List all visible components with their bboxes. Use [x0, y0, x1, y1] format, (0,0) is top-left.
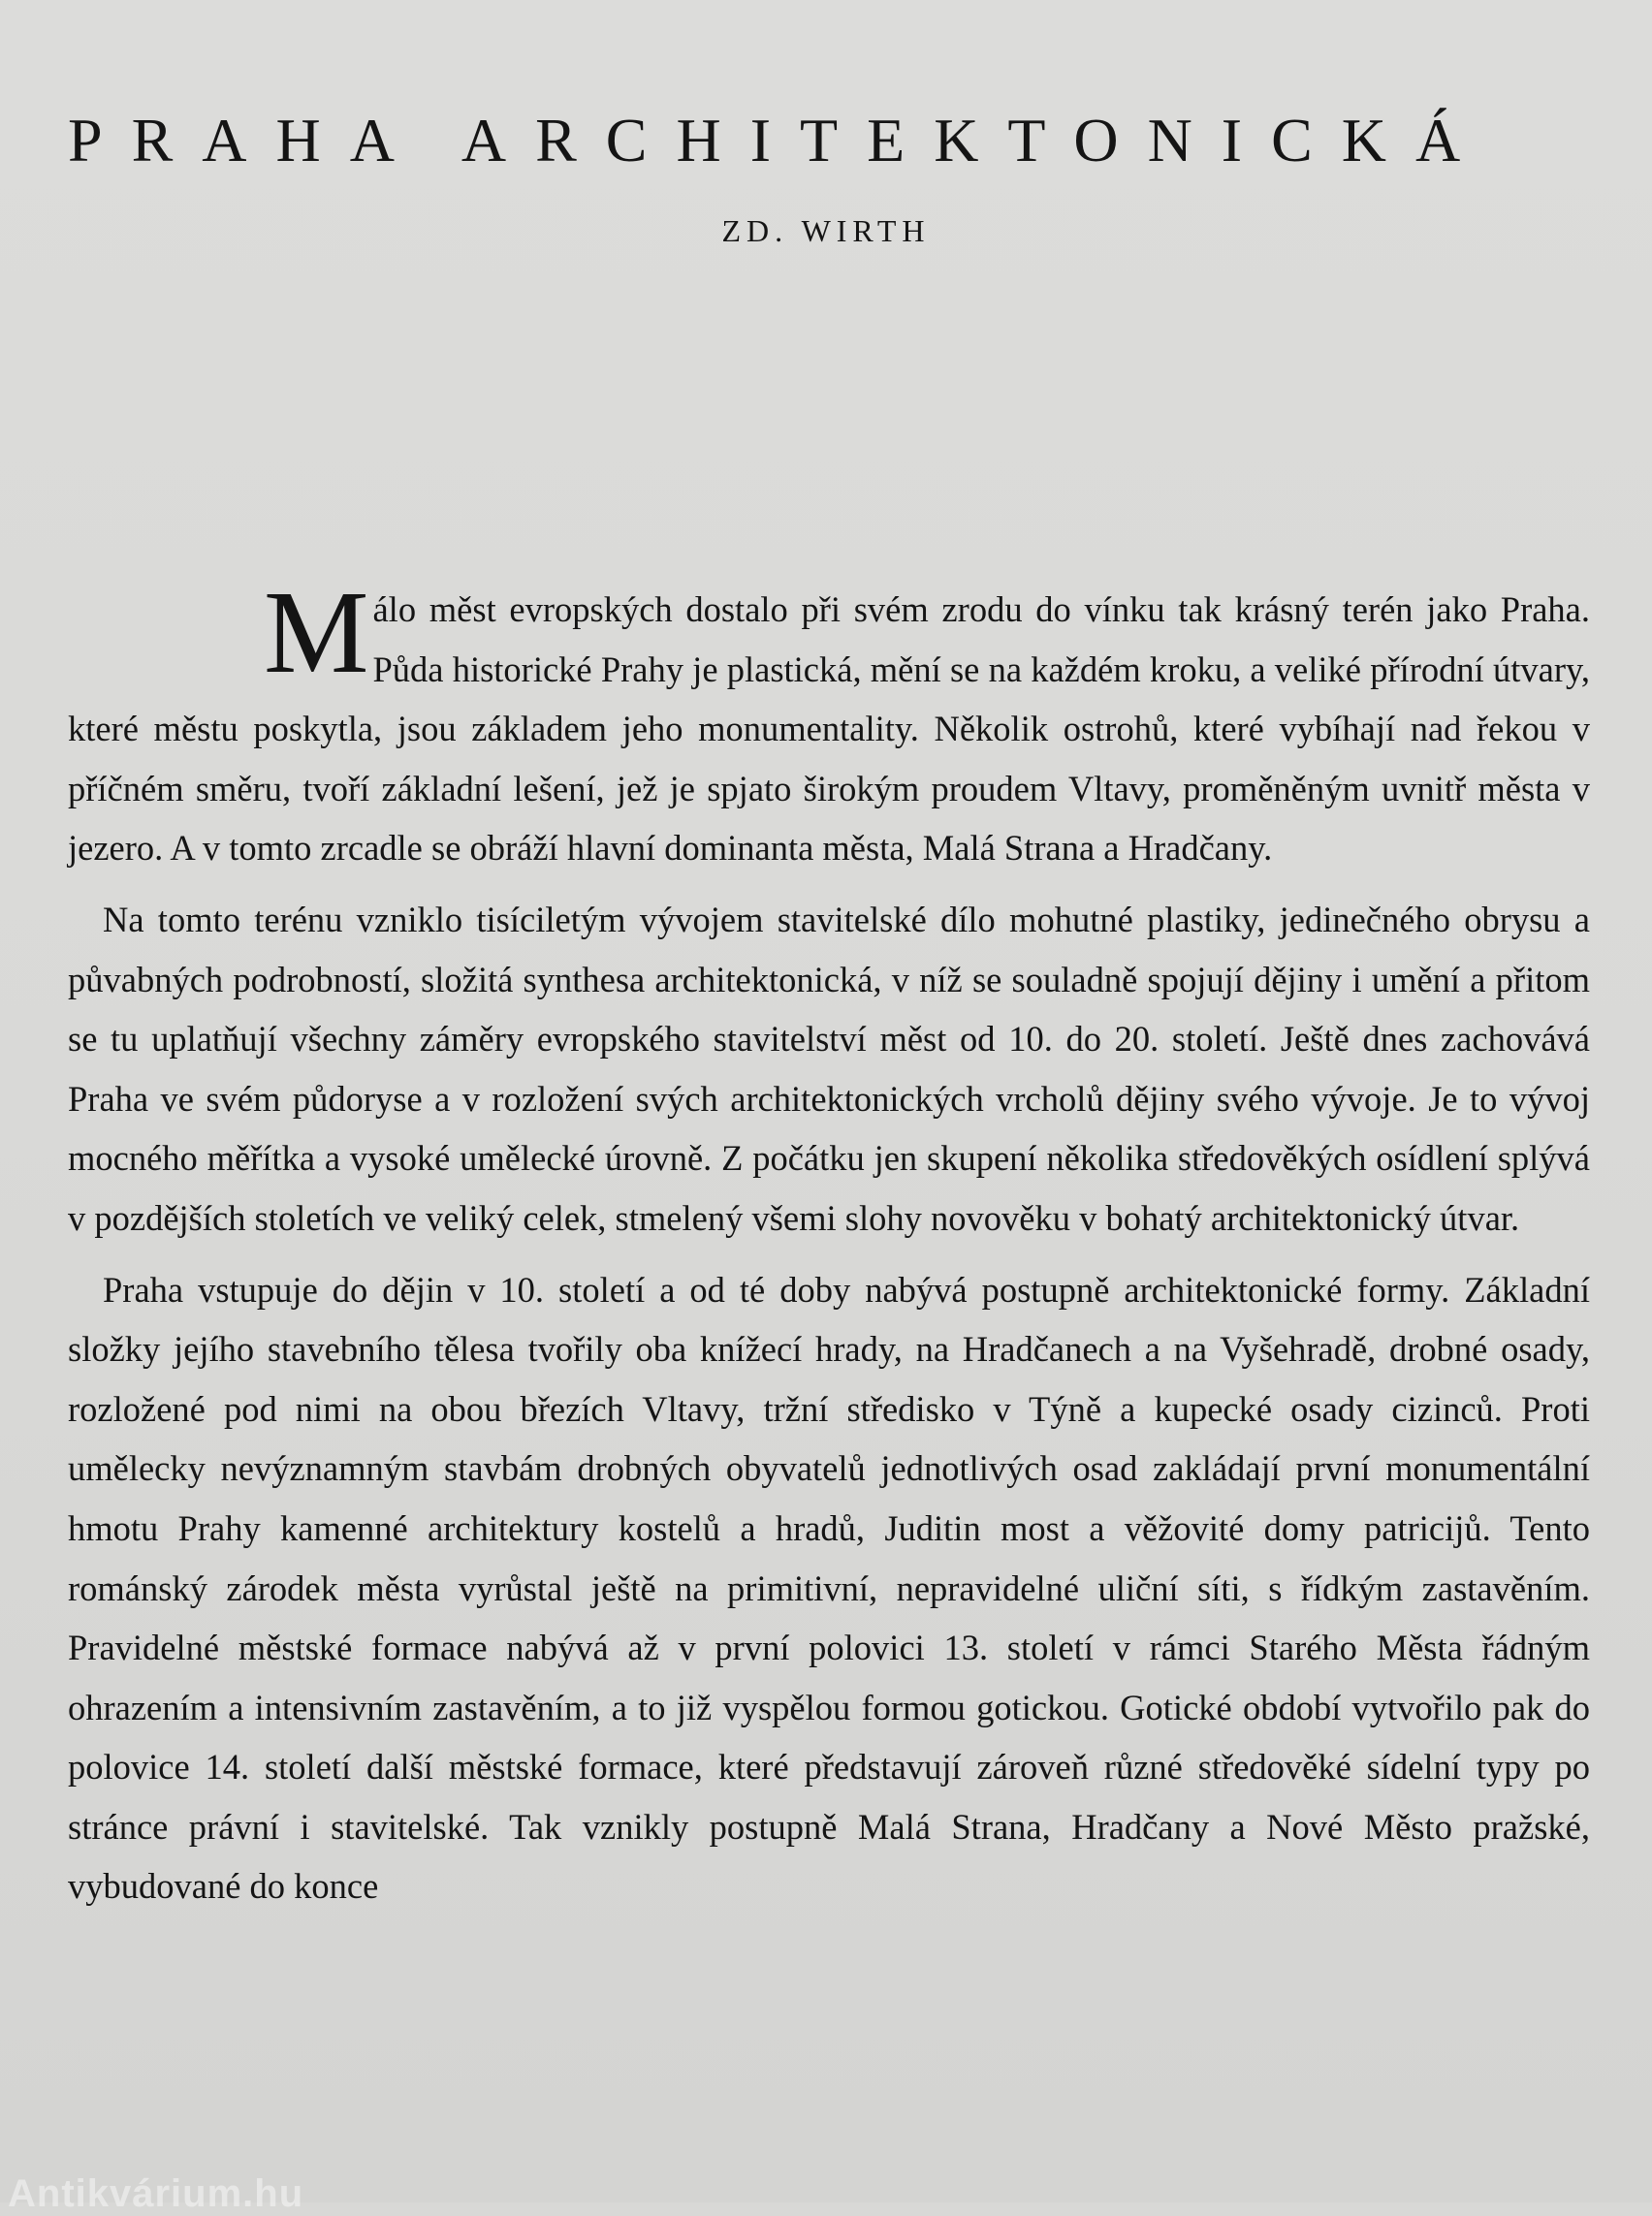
article-author: ZD. WIRTH — [721, 213, 931, 248]
article-title: PRAHA ARCHITEKTONICKÁ — [68, 106, 1490, 174]
paragraph-1 — [68, 567, 1590, 878]
paragraph-3: Praha vstupuje do dějin v 10. století a od té doby nabývá postupně architektonické formy. Základní složky jejího stavebního tělesa tvořily oba knížecí hrady, na Hradčanech a na Vyšehradě, drobné osady, rozložené pod nimi na obou březích Vltavy, tržní středisko v Týně a kupecké osady cizinců. Proti umělecky nevýznamným stavbám drobných obyvatelů jednotlivých osad zakládají první monumentální hmotu Prahy kamenné architektury kostelů a hradů, Juditin most a věžovité domy patriciјů. Tento románský zárodek města vyrůstal ještě na primitivní, nepravidelné uliční síti, s řídkým zastavěním. Pravidelné městské formace nabývá až v první polovici 13. století v rámci Starého Města řádným ohrazením a intensivním zastavěním, a to již vyspělou formou gotickou. Gotické období vytvořilo pak do polovice 14. století další městské formace, které představují zároveň různé středověké sídelní typy po stránce právní i stavitelské. Tak vznikly postupně Malá Strana, Hradčany a Nové Město pražské, vybudované do konce — [68, 1269, 1590, 1907]
watermark: Antikvárium.hu — [8, 2172, 304, 2215]
paragraph-1-text: álo měst evropských dostalo při svém zrodu do vínku tak krásný terén jako Praha. Půda historické Prahy je plastická, mění se na každém kroku, a veliké přírodní útvary, které městu poskytla, jsou základem jeho monumentality. Několik ostrohů, které vybíhají nad řekou v příčném směru, tvoří základní lešení, jež je spjato širokým proudem Vltavy, proměněným uvnitř města v jezero. A v tomto zrcadle se obráží hlavní dominanta města, Malá Strana a Hradčany. — [68, 589, 1590, 869]
article-body — [68, 567, 1590, 1916]
paragraph-2: Na tomto terénu vzniklo tisíciletým vývojem stavitelské dílo mohutné plastiky, jedinečného obrysu a půvabných podrobností, složitá synthesa architektonická, v níž se souladně spojují dějiny i umění a přitom se tu uplatňují všechny záměry evropského stavitelství měst od 10. do 20. století. Ještě dnes zachovává Praha ve svém půdoryse a v rozložení svých architektonických vrcholů dějiny svého vývoje. Je to vývoj mocného měřítka a vysoké umělecké úrovně. Z počátku jen skupení několika středověkých osídlení splývá v pozdějších stoletích ve veliký celek, stmelený všemi slohy novověku v bohatý architektonický útvar. — [68, 899, 1590, 1238]
drop-cap: M — [264, 567, 369, 698]
